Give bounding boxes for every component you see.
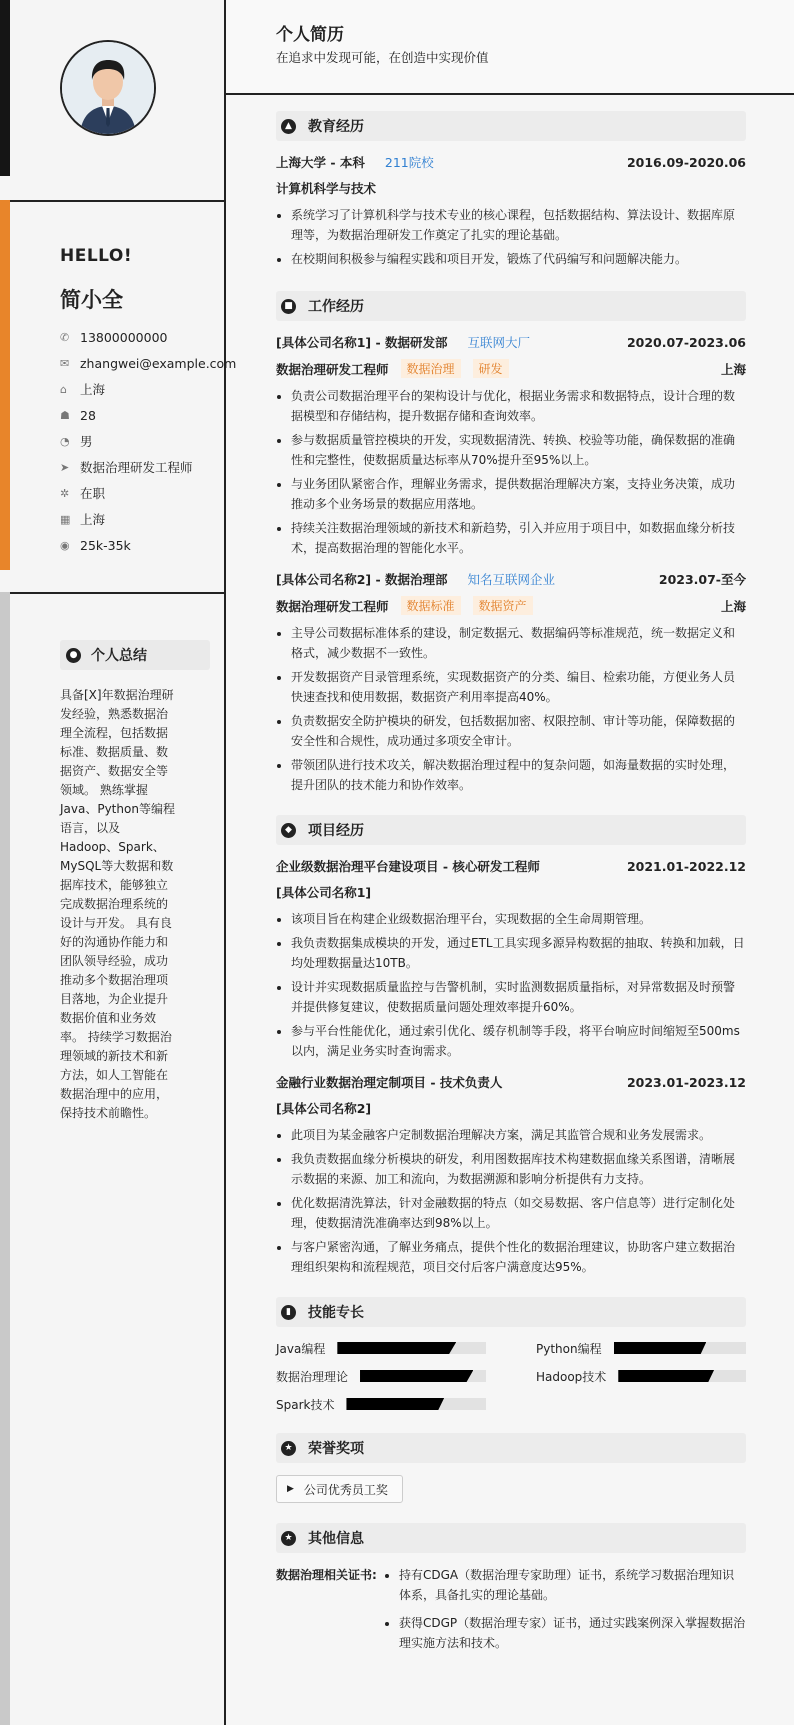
education-bullets: [276, 205, 746, 269]
contact-item: [60, 480, 236, 506]
skill-name: 数据治理理论: [276, 1369, 349, 1384]
skill-item: [276, 1339, 486, 1357]
job-entry: [276, 570, 746, 795]
page-title: 个人简历: [276, 25, 344, 45]
play-icon: ▶: [287, 1484, 294, 1494]
gender-icon: ◔: [60, 434, 70, 448]
status-icon: ✲: [60, 486, 70, 500]
school-name: 上海大学 - 本科: [276, 155, 365, 170]
education-row: [276, 153, 746, 171]
project-company: [具体公司名称1]: [276, 885, 372, 900]
list-item: • 与业务团队紧密合作，理解业务需求，提供数据治理解决方案，支持业务决策，成功推动多个业务场景的数据应用落地。: [291, 474, 746, 514]
skill-item: [536, 1339, 746, 1357]
project-bullets: [276, 909, 746, 1061]
skill-item: [276, 1395, 486, 1413]
list-item: • 系统学习了计算机科学与技术专业的核心课程，包括数据结构、算法设计、数据库原理等，为数据治理研发工作奠定了扎实的理论基础。: [291, 205, 746, 245]
contact-item: [60, 506, 236, 532]
main-content: [276, 111, 746, 1661]
sidebar-stripe-accent: [0, 200, 10, 570]
job-bullets: [276, 623, 746, 795]
education-major: 计算机科学与技术: [276, 181, 377, 196]
contact-list: [60, 324, 236, 558]
candidate-name: 简小全: [60, 288, 123, 312]
job-city: 上海: [720, 361, 746, 377]
send-icon: ➤: [60, 460, 70, 474]
contact-item: [60, 428, 236, 454]
skill-bar-fill: [614, 1342, 707, 1354]
work-section: [276, 291, 746, 795]
contact-item: [60, 350, 236, 376]
work-title: 工作经历: [308, 299, 364, 315]
job-company: [具体公司名称2] - 数据治理部: [276, 572, 448, 587]
contact-item: [60, 402, 236, 428]
projects-section: [276, 815, 746, 1277]
skill-bar-fill: [360, 1370, 473, 1382]
sidebar-stripe-dark: [0, 0, 10, 176]
job-city: 上海: [720, 598, 746, 614]
skill-bar-track: [337, 1342, 486, 1354]
list-item: • 持续关注数据治理领域的新技术和新趋势，引入并应用于项目中，如数据血缘分析技术，提高数据治理的智能化水平。: [291, 518, 746, 558]
project-name: 企业级数据治理平台建设项目 - 核心研发工程师: [276, 859, 540, 874]
project-name: 金融行业数据治理定制项目 - 技术负责人: [276, 1075, 503, 1090]
awards-title: 荣誉奖项: [308, 1441, 364, 1457]
contact-text: 28: [80, 407, 96, 423]
building-icon: ▦: [60, 512, 71, 526]
contact-text: 在职: [80, 486, 106, 501]
awards-section: [276, 1433, 746, 1503]
project-date: 2021.01-2022.12: [626, 858, 746, 874]
list-item: • 我负责数据血缘分析模块的研发，利用图数据库技术构建数据血缘关系图谱，清晰展示数据的来源、加工和流向，为数据溯源和影响分析提供有力支持。: [291, 1149, 746, 1189]
list-item: • 该项目旨在构建企业级数据治理平台，实现数据的全生命周期管理。: [291, 909, 746, 929]
project-entry: [276, 1073, 746, 1277]
salary-icon: ◉: [60, 538, 70, 552]
project-bullets: [276, 1125, 746, 1277]
skill-bar-track: [346, 1398, 486, 1410]
other-section: [276, 1523, 746, 1661]
job-company: [具体公司名称1] - 数据研发部: [276, 335, 448, 350]
sidebar-divider: [10, 592, 224, 594]
job-tag: 数据资产: [473, 596, 533, 615]
award-icon: ★: [281, 1441, 296, 1456]
project-company: [具体公司名称2]: [276, 1101, 372, 1116]
bar-chart-icon: ▮: [281, 1305, 296, 1320]
sidebar-stripe-grey: [0, 592, 10, 1725]
skill-bar-fill: [337, 1342, 456, 1354]
project-date: 2023.01-2023.12: [626, 1074, 746, 1090]
skills-grid: [276, 1339, 746, 1413]
list-item: • 优化数据清洗算法，针对金融数据的特点（如交易数据、客户信息等）进行定制化处理，使数据清洗准确率达到98%以上。: [291, 1193, 746, 1233]
contact-item: [60, 454, 236, 480]
job-entry: [276, 333, 746, 558]
skill-bar-track: [614, 1342, 746, 1354]
summary-heading: [60, 640, 210, 670]
award-item[interactable]: [276, 1475, 403, 1503]
sidebar-divider: [10, 200, 224, 202]
project-entry: [276, 857, 746, 1061]
contact-item: [60, 532, 236, 558]
job-role-row: [276, 596, 746, 615]
certificate-label: 数据治理相关证书:: [276, 1568, 377, 1582]
skill-bar-fill: [618, 1370, 714, 1382]
hello-heading: HELLO!: [60, 246, 133, 266]
list-item: • 负责数据安全防护模块的研发，包括数据加密、权限控制、审计等功能，保障数据的安全性和合规性，成功通过多项安全审计。: [291, 711, 746, 751]
skill-bar-track: [618, 1370, 746, 1382]
job-bullets: [276, 386, 746, 558]
project-header: [276, 1073, 746, 1091]
summary-title: 个人总结: [91, 648, 147, 664]
school-tag: 211院校: [384, 155, 434, 170]
phone-icon: ✆: [60, 330, 70, 344]
list-item: • 参与数据质量管控模块的开发，实现数据清洗、转换、校验等功能，确保数据的准确性和完整性，使数据质量达标率从70%提升至95%以上。: [291, 430, 746, 470]
summary-text: 具备[X]年数据治理研发经验，熟悉数据治理全流程，包括数据标准、数据质量、数据资产、数据安全等领域。 熟练掌握Java、Python等编程语言，以及Hadoop、Spark、MySQL等大数据和数据库技术，能够独立完成数据治理系统的设计与开发。 具有良好的沟通协作能力和团队领导经验，成功推动多个数据治理项目落地，为企业提升数据价值和业务效率。 持续学习数据治理领域的新技术和新方法，如人工智能在数据治理中的应用，保持技术前瞻性。: [60, 688, 175, 1120]
list-item: • 设计并实现数据质量监控与告警机制，实时监测数据质量指标，对异常数据及时预警并提供修复建议，使数据质量问题处理效率提升60%。: [291, 977, 746, 1017]
other-heading: [276, 1523, 746, 1553]
list-item: • 带领团队进行技术攻关，解决数据治理过程中的复杂问题，如海量数据的实时处理，提升团队的技术能力和协作效率。: [291, 755, 746, 795]
mail-icon: ✉: [60, 356, 70, 370]
education-section: [276, 111, 746, 269]
skill-name: Spark技术: [276, 1397, 335, 1412]
skill-name: Hadoop技术: [536, 1369, 607, 1384]
skill-item: [536, 1367, 746, 1385]
list-item: • 在校期间积极参与编程实践和项目开发，锻炼了代码编写和问题解决能力。: [291, 249, 746, 269]
grid-icon: ◆: [281, 823, 296, 838]
contact-text: 上海: [80, 512, 106, 527]
avatar: [60, 40, 156, 136]
contact-text: 13800000000: [80, 329, 168, 345]
person-icon: ●: [66, 648, 81, 663]
award-label: 公司优秀员工奖: [303, 1482, 388, 1497]
education-heading: [276, 111, 746, 141]
certificate-row: [276, 1565, 746, 1661]
job-header: [276, 570, 746, 588]
education-title: 教育经历: [308, 119, 364, 135]
contact-text: 上海: [80, 382, 106, 397]
job-role: 数据治理研发工程师: [276, 361, 389, 377]
skill-name: Python编程: [536, 1341, 602, 1356]
page-subtitle: 在追求中发现可能，在创造中实现价值: [276, 50, 489, 65]
contact-text: 25k-35k: [80, 537, 131, 553]
skill-bar-track: [360, 1370, 486, 1382]
job-tag: 数据治理: [401, 359, 461, 378]
work-heading: [276, 291, 746, 321]
job-role-row: [276, 359, 746, 378]
job-date: 2020.07-2023.06: [626, 334, 746, 350]
other-title: 其他信息: [308, 1531, 364, 1547]
contact-item: [60, 324, 236, 350]
certificate-list: [386, 1565, 746, 1661]
company-tag: 知名互联网企业: [467, 572, 556, 587]
list-item: • 我负责数据集成模块的开发，通过ETL工具实现多源异构数据的抽取、转换和加载，日均处理数据量达10TB。: [291, 933, 746, 973]
list-item: • 负责公司数据治理平台的架构设计与优化，根据业务需求和数据特点，设计合理的数据模型和存储结构，提升数据存储和查询效率。: [291, 386, 746, 426]
awards-heading: [276, 1433, 746, 1463]
skill-bar-fill: [346, 1398, 444, 1410]
age-icon: ☗: [60, 408, 70, 422]
skills-heading: [276, 1297, 746, 1327]
contact-text: zhangwei@example.com: [80, 355, 237, 371]
skills-section: [276, 1297, 746, 1413]
skill-name: Java编程: [276, 1341, 326, 1356]
contact-text: 男: [80, 434, 93, 449]
job-tag: 研发: [473, 359, 509, 378]
job-tag: 数据标准: [401, 596, 461, 615]
sidebar: [0, 0, 237, 1725]
list-item: • 此项目为某金融客户定制数据治理解决方案，满足其监管合规和业务发展需求。: [291, 1125, 746, 1145]
list-item: • 开发数据资产目录管理系统，实现数据资产的分类、编目、检索功能，方便业务人员快速查找和使用数据，数据资产利用率提高40%。: [291, 667, 746, 707]
contact-item: [60, 376, 236, 402]
resume-header: [226, 0, 794, 95]
info-icon: ★: [281, 1531, 296, 1546]
skills-title: 技能专长: [308, 1305, 364, 1321]
job-role: 数据治理研发工程师: [276, 598, 389, 614]
contact-text: 数据治理研发工程师: [80, 460, 193, 475]
list-item: • 主导公司数据标准体系的建设，制定数据元、数据编码等标准规范，统一数据定义和格式，减少数据不一致性。: [291, 623, 746, 663]
job-date: 2023.07-至今: [658, 572, 746, 587]
list-item: • 获得CDGP（数据治理专家）证书，通过实践案例深入掌握数据治理实施方法和技术。: [399, 1613, 746, 1653]
projects-title: 项目经历: [308, 823, 364, 839]
projects-heading: [276, 815, 746, 845]
education-date: 2016.09-2020.06: [626, 154, 746, 170]
skill-item: [276, 1367, 486, 1385]
project-header: [276, 857, 746, 875]
company-tag: 互联网大厂: [467, 335, 531, 350]
briefcase-icon: ■: [281, 299, 296, 314]
home-icon: ⌂: [60, 382, 67, 396]
list-item: • 持有CDGA（数据治理专家助理）证书，系统学习数据治理知识体系，具备扎实的理论基础。: [399, 1565, 746, 1605]
job-header: [276, 333, 746, 351]
list-item: • 与客户紧密沟通，了解业务痛点，提供个性化的数据治理建议，协助客户建立数据治理组织架构和流程规范，项目交付后客户满意度达95%。: [291, 1237, 746, 1277]
graduation-cap-icon: ▲: [281, 119, 296, 134]
list-item: • 参与平台性能优化，通过索引优化、缓存机制等手段，将平台响应时间缩短至500ms以内，满足业务实时查询需求。: [291, 1021, 746, 1061]
